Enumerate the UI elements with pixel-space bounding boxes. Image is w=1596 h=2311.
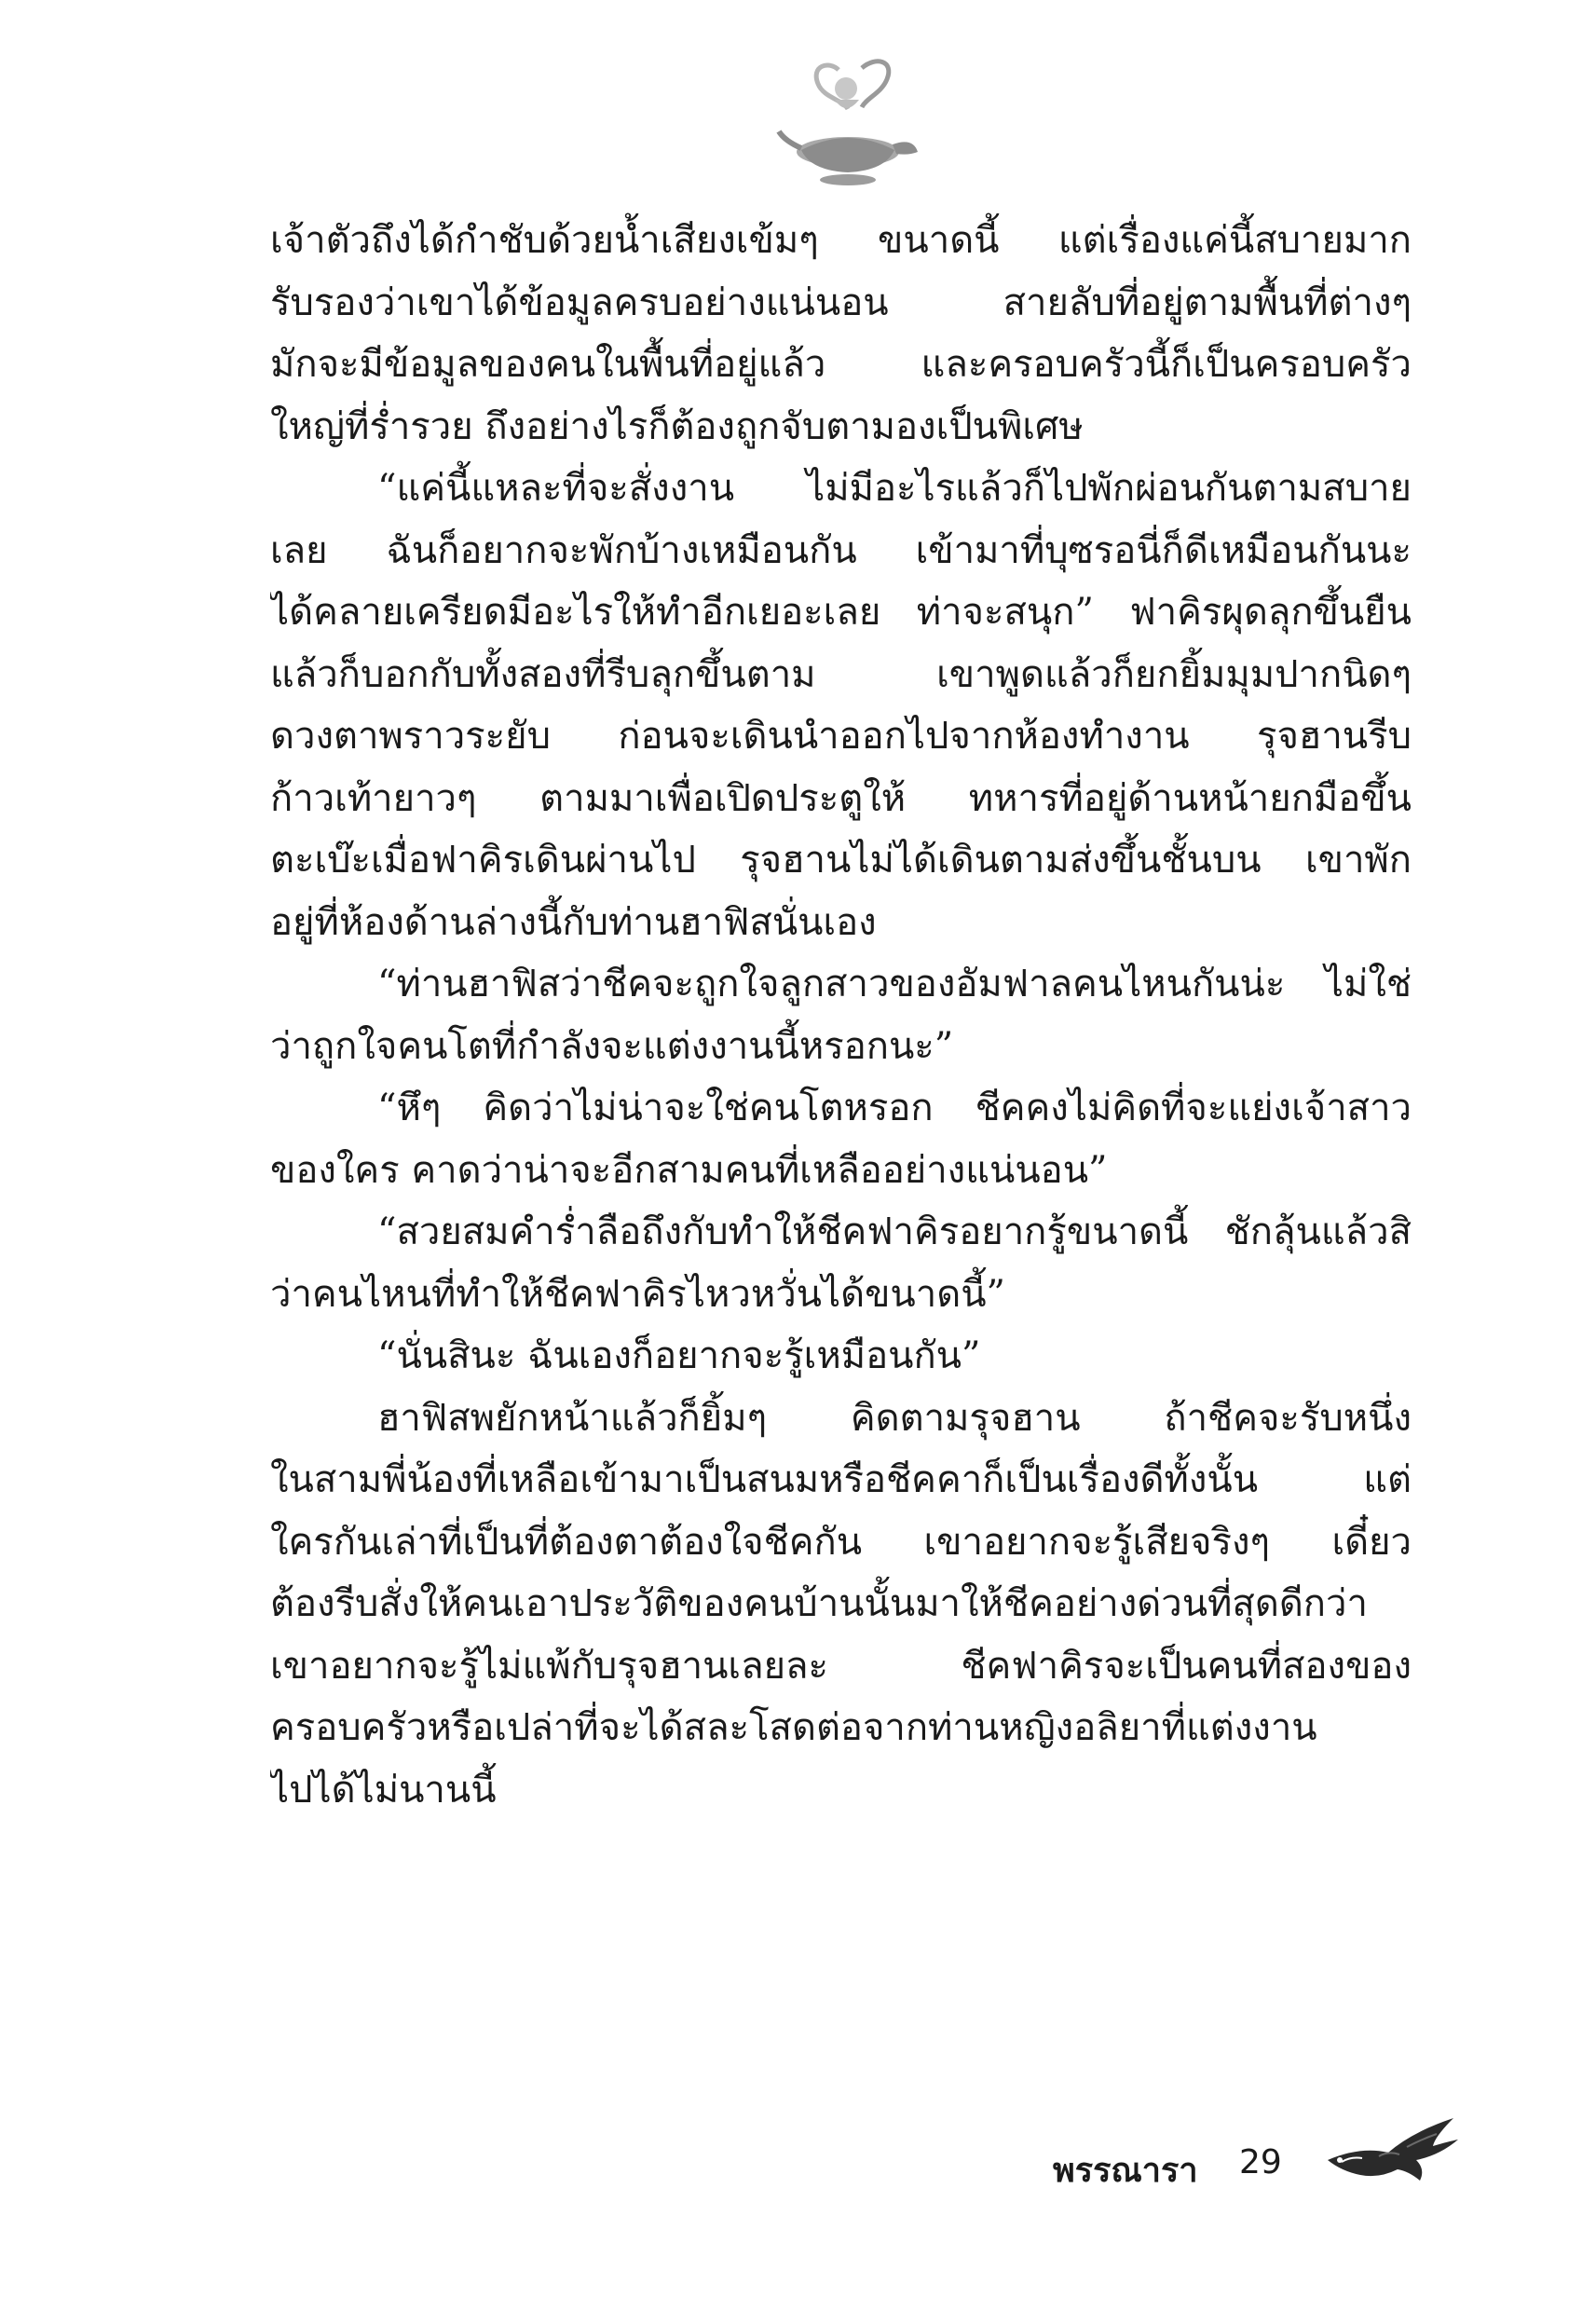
text-line: ในสามพี่น้องที่เหลือเข้ามาเป็นสนมหรือชีคคาก็เป็นเรื่องดีทั้งนั้น แต่	[270, 1458, 1412, 1501]
text-line: ได้คลายเครียดมีอะไรให้ทำอีกเยอะเลย ท่าจะสนุก” ฟาคิรผุดลุกขึ้นยืน	[270, 591, 1412, 634]
text-line: อยู่ที่ห้องด้านล่างนี้กับท่านฮาฟิสนั่นเอง	[270, 900, 877, 944]
text-line: ก้าวเท้ายาวๆ ตามมาเพื่อเปิดประตูให้ ทหารที่อยู่ด้านหน้ายกมือขึ้น	[270, 776, 1412, 820]
text-line: “แค่นี้แหละที่จะสั่งงาน ไม่มีอะไรแล้วก็ไปพักผ่อนกันตามสบาย	[377, 467, 1412, 510]
lamp-and-cupid-ornament-icon	[773, 51, 922, 191]
text-line: “สวยสมคำร่ำลือถึงกับทำให้ชีคฟาคิรอยากรู้ขนาดนี้ ชักลุ้นแล้วสิ	[377, 1210, 1412, 1253]
text-line: ว่าคนไหนที่ทำให้ชีคฟาคิรไหวหวั่นได้ขนาดนี้”	[270, 1272, 1006, 1316]
text-line: ฮาฟิสพยักหน้าแล้วก็ยิ้มๆ คิดตามรุจฮาน ถ้าชีคจะรับหนึ่ง	[377, 1396, 1412, 1440]
text-line: เขาอยากจะรู้ไม่แพ้กับรุจฮานเลยละ ชีคฟาคิรจะเป็นคนที่สองของ	[270, 1644, 1412, 1688]
text-line: ใครกันเล่าที่เป็นที่ต้องตาต้องใจชีคกัน เขาอยากจะรู้เสียจริงๆ เดี๋ยว	[270, 1520, 1412, 1564]
text-line: รับรองว่าเขาได้ข้อมูลครบอย่างแน่นอน สายลับที่อยู่ตามพื้นที่ต่างๆ	[270, 280, 1412, 324]
text-line: ไปได้ไม่นานนี้	[270, 1768, 497, 1812]
text-line: ต้องรีบสั่งให้คนเอาประวัติของคนบ้านนั้นมาให้ชีคอย่างด่วนที่สุดดีกว่า	[270, 1582, 1368, 1625]
text-line: “หึๆ คิดว่าไม่น่าจะใช่คนโตหรอก ชีคคงไม่คิดที่จะแย่งเจ้าสาว	[377, 1087, 1412, 1129]
page-number: 29	[1239, 2143, 1282, 2181]
text-line: “นั่นสินะ ฉันเองก็อยากจะรู้เหมือนกัน”	[377, 1334, 981, 1377]
text-line: เจ้าตัวถึงได้กำชับด้วยน้ำเสียงเข้มๆ ขนาดนี้ แต่เรื่องแค่นี้สบายมาก	[270, 219, 1412, 262]
book-title: พรรณารา	[1053, 2152, 1198, 2190]
text-line: แล้วก็บอกกับทั้งสองที่รีบลุกขึ้นตาม เขาพูดแล้วก็ยกยิ้มมุมปากนิดๆ	[270, 652, 1412, 696]
text-line: ใหญ่ที่ร่ำรวย ถึงอย่างไรก็ต้องถูกจับตามองเป็นพิเศษ	[270, 404, 1084, 448]
text-line: เลย ฉันก็อยากจะพักบ้างเหมือนกัน เข้ามาที่บุซรอนี่ก็ดีเหมือนกันนะ	[270, 528, 1412, 572]
text-line: ตะเบ๊ะเมื่อฟาคิรเดินผ่านไป รุจฮานไม่ได้เดินตามส่งขึ้นชั้นบน เขาพัก	[270, 839, 1412, 882]
eagle-icon	[1323, 2113, 1463, 2188]
text-line: ว่าถูกใจคนโตที่กำลังจะแต่งงานนี้หรอกนะ”	[270, 1024, 954, 1068]
body-text	[270, 210, 1412, 1821]
text-line: ดวงตาพราวระยับ ก่อนจะเดินนำออกไปจากห้องทำงาน รุจฮานรีบ	[270, 715, 1412, 758]
text-line: ของใคร คาดว่าน่าจะอีกสามคนที่เหลืออย่างแน่นอน”	[270, 1148, 1108, 1192]
text-line: มักจะมีข้อมูลของคนในพื้นที่อยู่แล้ว และครอบครัวนี้ก็เป็นครอบครัว	[270, 343, 1412, 386]
text-line: “ท่านฮาฟิสว่าชีคจะถูกใจลูกสาวของอัมฟาลคนไหนกันน่ะ ไม่ใช่	[377, 963, 1412, 1005]
text-line: ครอบครัวหรือเปล่าที่จะได้สละโสดต่อจากท่านหญิงอลิยาที่แต่งงาน	[270, 1706, 1317, 1749]
